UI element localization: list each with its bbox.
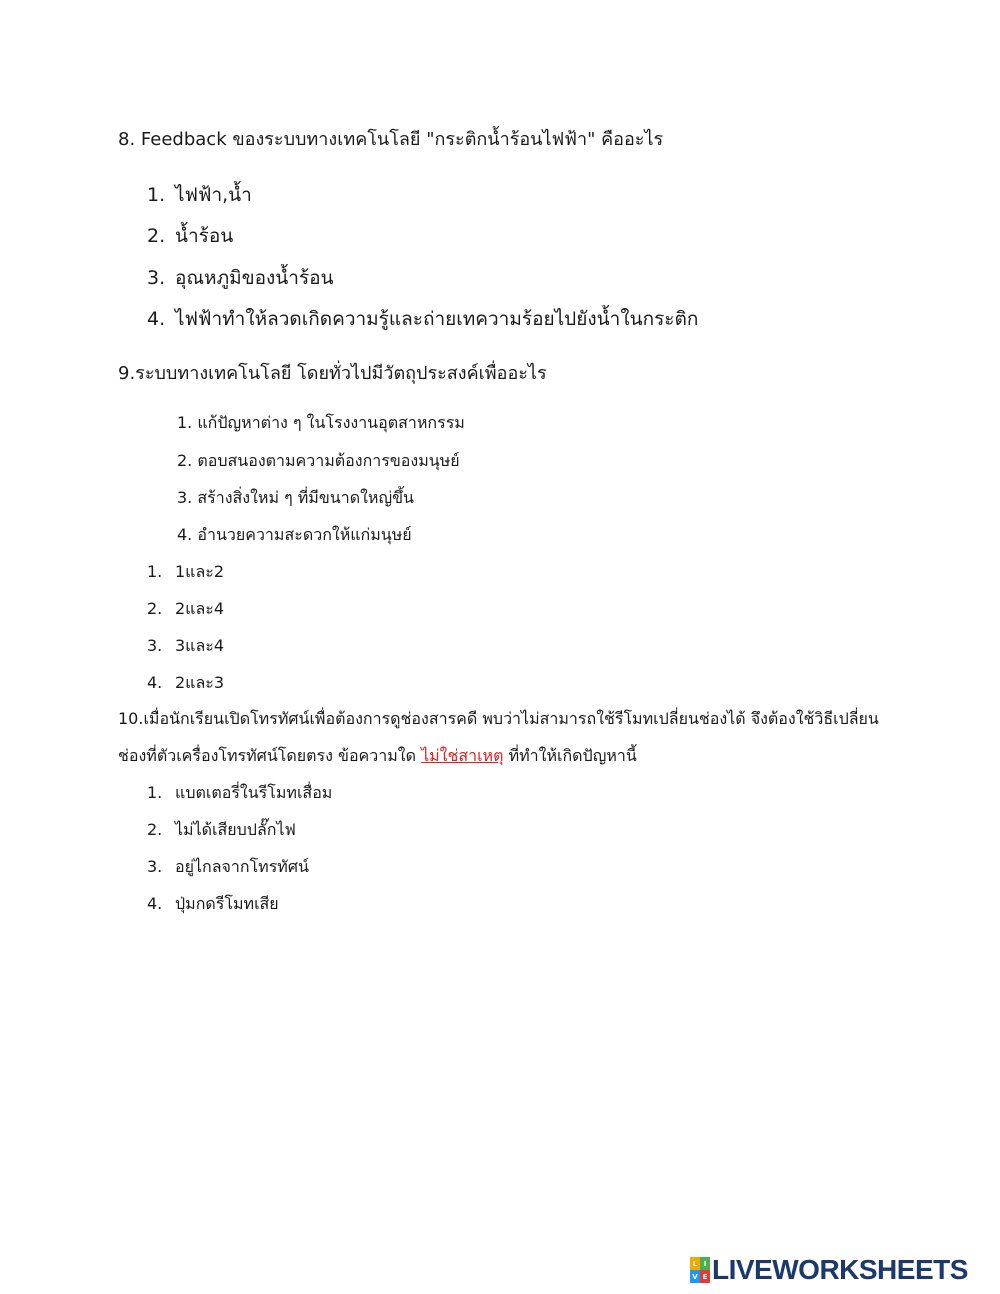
q9-statement-4: 4. อำนวยความสะดวกให้แก่มนุษย์ (177, 525, 412, 544)
q8-option-4[interactable]: 4. ไฟฟ้าทำให้ลวดเกิดความรู้และถ่ายเทความร้อยไปยังน้ำในกระติก (147, 308, 699, 330)
q9-option-2[interactable]: 2. 2และ4 (147, 599, 225, 618)
q10-option-4[interactable]: 4. ปุ่มกดรีโมทเสีย (147, 894, 279, 913)
question-9: 9.ระบบทางเทคโนโลยี โดยทั่วไปมีวัตถุประสงค์เพื่ออะไร (118, 363, 547, 384)
q8-option-2[interactable]: 2. น้ำร้อน (147, 225, 234, 247)
question-10-line-2: ช่องที่ตัวเครื่องโทรทัศน์โดยตรง ข้อความใด ไม่ใช่สาเหตุ ที่ทำให้เกิดปัญหานี้ (118, 746, 637, 765)
q8-option-3[interactable]: 3. อุณหภูมิของน้ำร้อน (147, 267, 334, 289)
q9-option-4[interactable]: 4. 2และ3 (147, 673, 225, 692)
question-10-line-1: 10.เมื่อนักเรียนเปิดโทรทัศน์เพื่อต้องการดูช่องสารคดี พบว่าไม่สามารถใช้รีโมทเปลี่ยนช่องได้ จึงต้องใช้วิธีเปลี่ยน (118, 709, 879, 728)
logo-text: LIVEWORKSHEETS (712, 1254, 968, 1285)
emphasis-not-cause: ไม่ใช่สาเหตุ (421, 746, 504, 765)
q10-option-2[interactable]: 2. ไม่ได้เสียบปลั๊กไฟ (147, 820, 296, 839)
question-8: 8. Feedback ของระบบทางเทคโนโลยี "กระติกน้ำร้อนไฟฟ้า" คืออะไร (118, 129, 664, 150)
liveworksheets-logo[interactable] (690, 1252, 968, 1288)
q9-statement-1: 1. แก้ปัญหาต่าง ๆ ในโรงงานอุตสาหกรรม (177, 413, 465, 432)
q9-option-1[interactable]: 1. 1และ2 (147, 562, 225, 581)
q8-option-1[interactable]: 1. ไฟฟ้า,น้ำ (147, 184, 252, 206)
q9-statement-3: 3. สร้างสิ่งใหม่ ๆ ที่มีขนาดใหญ่ขึ้น (177, 488, 414, 507)
q10-option-3[interactable]: 3. อยู่ไกลจากโทรทัศน์ (147, 857, 309, 876)
q9-option-3[interactable]: 3. 3และ4 (147, 636, 225, 655)
liveworksheets-icon: L I V E (690, 1257, 710, 1283)
q10-option-1[interactable]: 1. แบตเตอรี่ในรีโมทเสื่อม (147, 783, 333, 802)
q9-statement-2: 2. ตอบสนองตามความต้องการของมนุษย์ (177, 451, 460, 470)
